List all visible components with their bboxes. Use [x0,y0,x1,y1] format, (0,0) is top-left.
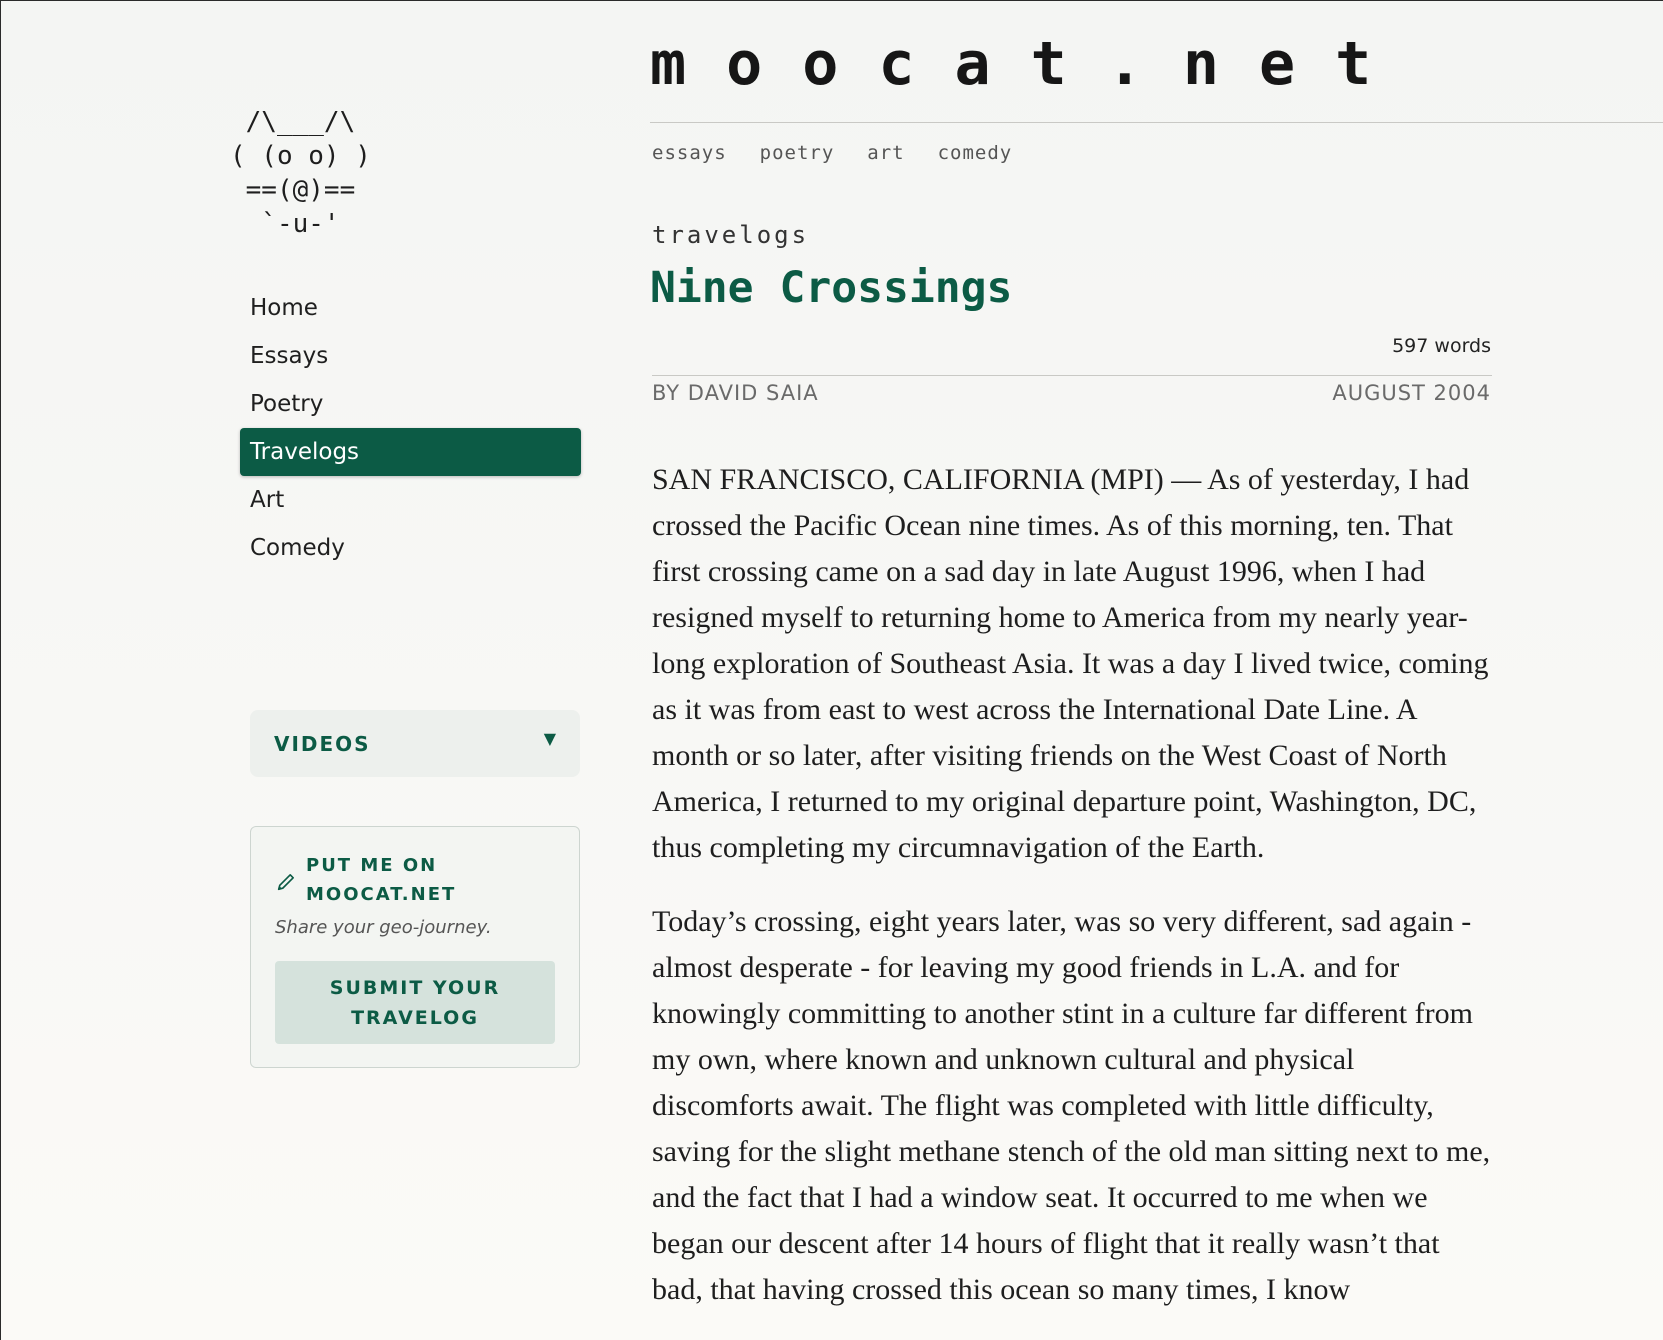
sidebar-item-comedy[interactable]: Comedy [250,535,345,561]
pencil-icon [275,871,297,893]
sidebar-item-travelogs[interactable]: Travelogs [240,428,581,476]
section-label[interactable]: travelogs [652,221,810,249]
top-nav [652,142,1045,164]
publication-date: AUGUST 2004 [1332,381,1491,405]
article-title: Nine Crossings [650,263,1013,313]
top-nav-art[interactable]: art [867,142,905,164]
sidebar-item-essays[interactable]: Essays [250,343,329,369]
sidebar-nav [240,284,581,572]
submit-card-title: PUT ME ON MOOCAT.NET [306,855,457,905]
videos-label: VIDEOS [274,732,371,756]
top-nav-poetry[interactable]: poetry [759,142,835,164]
submit-card-tagline: Share your geo-journey. [275,917,492,938]
byline: BY DAVID SAIA [652,381,819,405]
site-title[interactable]: moocat.net [650,29,1412,99]
article-paragraph: SAN FRANCISCO, CALIFORNIA (MPI) — As of yesterday, I had crossed the Pacific Ocean nine times. As of this morning, ten. That first crossing came on a sad day in late August 1996, when I had resigned myself to returning home to America from my nearly year-long exploration of Southeast Asia. It was a day I lived twice, coming as it was from east to west across the International Date Line. A month or so later, after visiting friends on the West Coast of North America, I returned to my original departure point, Washington, DC, thus completing my circumnavigation of the Earth. [652,463,1489,864]
sidebar-item-art[interactable]: Art [250,487,285,513]
ascii-cat-logo[interactable]: /\___/\ ( (o o) ) ==(@)== `-u-' [230,107,371,239]
sidebar-item-poetry[interactable]: Poetry [250,391,324,417]
top-nav-comedy[interactable]: comedy [937,142,1013,164]
meta-divider [652,375,1492,376]
caret-down-icon: ▼ [543,729,556,748]
videos-dropdown[interactable] [250,710,580,777]
header-divider [650,122,1663,123]
submit-travelog-button[interactable]: SUBMIT YOUR TRAVELOG [275,961,555,1044]
top-nav-essays[interactable]: essays [652,142,727,164]
article-body [652,457,1494,1340]
submit-travelog-card [250,826,580,1068]
sidebar-item-home[interactable]: Home [250,295,318,321]
word-count: 597 words [1392,335,1491,357]
article-paragraph: Today’s crossing, eight years later, was so very different, sad again - almost desperate - for leaving my good friends in L.A. and for knowingly committing to another stint in a culture far different from my own, where known and unknown cultural and physical discomforts await. The flight was completed with little difficulty, saving for the slight methane stench of the old man sitting next to me, and the fact that I had a window seat. It occurred to me when we began our descent after 14 hours of flight that it really wasn’t that bad, that having crossed this ocean so many times, I know [652,905,1491,1306]
